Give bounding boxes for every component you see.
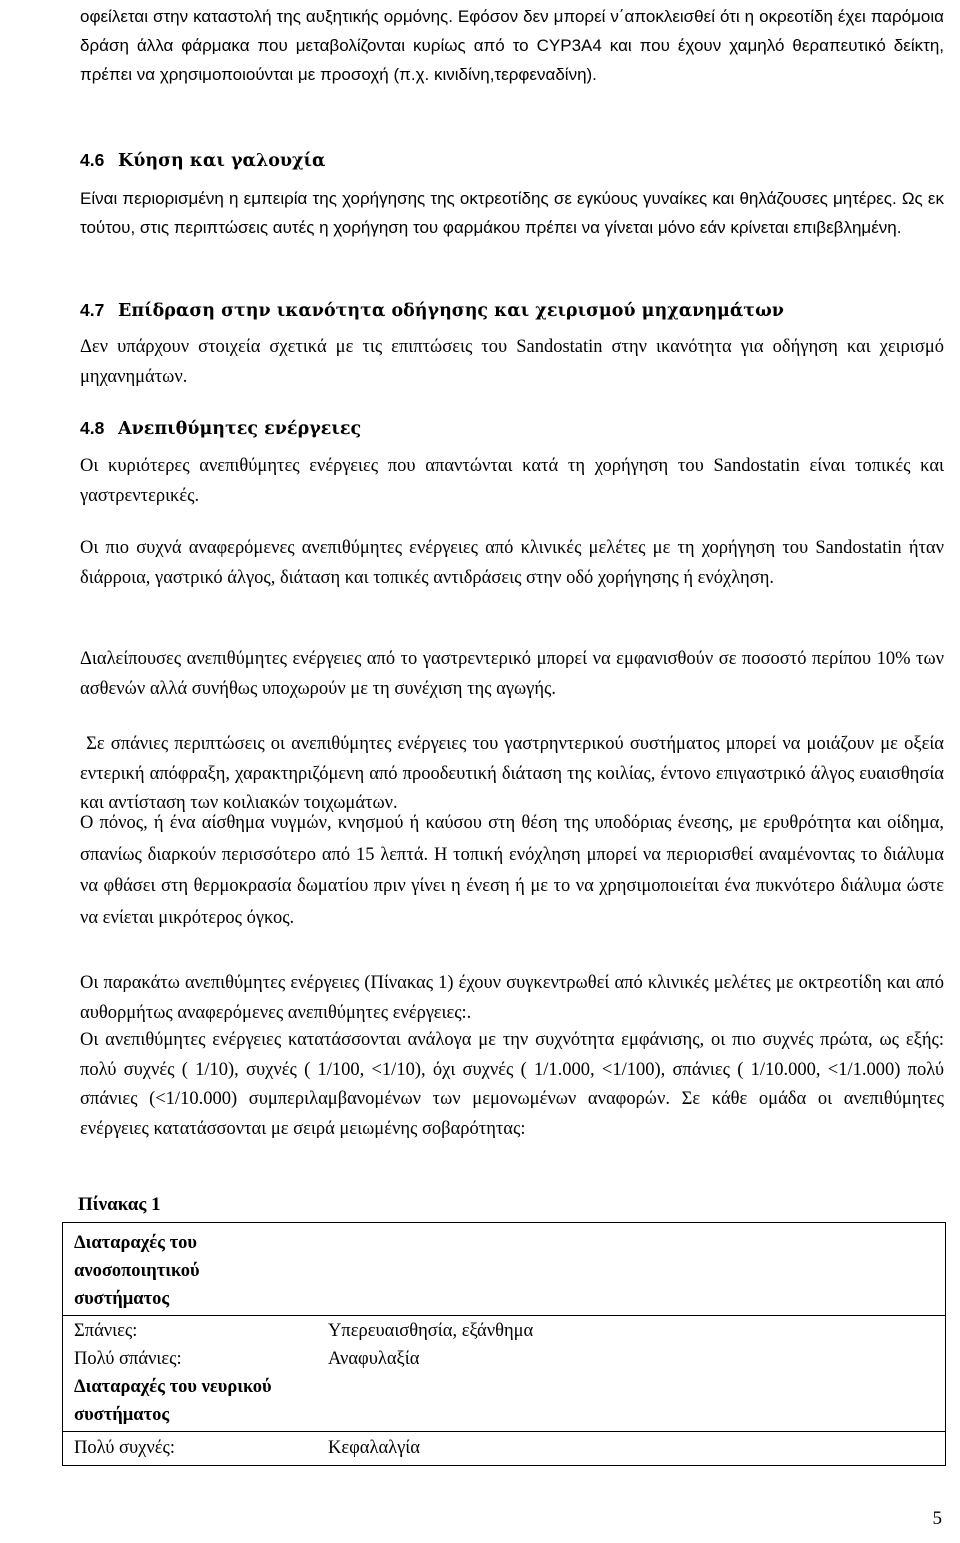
section-4-8-paragraph-4: Σε σπάνιες περιπτώσεις οι ανεπιθύμητες ενέργειες του γαστρηντερικού συστήματος μπορεί να μοιάζουν με οξεία εντερική απόφραξη, χαρακτηριζόμενη από προοδευτική διάταση της κοιλίας, έντονο επιγαστρικό άλγος ευαισθησία και αντίσταση των κοιλιακών τοιχωμάτων. bbox=[80, 734, 949, 813]
table-title: Πίνακας 1 bbox=[78, 1194, 161, 1215]
table-cell-frequency: Πολύ συχνές: bbox=[74, 1438, 175, 1458]
table-cell-term: Αναφυλαξία bbox=[328, 1349, 420, 1369]
section-4-8-paragraph-7: Οι ανεπιθύμητες ενέργειες κατατάσσονται ανάλογα με την συχνότητα εμφάνισης, οι πιο συχνές πρώτα, ως εξής: πολύ συχνές ( 1/10), συχνές ( 1/100, <1/10), όχι συχνές ( 1/1.000, <1/100), σπάνιες ( 1/10.000, <1/1.000) πολύ σπάνιες (<1/10.000) συμπεριλαμβανομένων των μεμονωμένων αναφορών. Σε κάθε ομάδα οι ανεπιθύμητες ενέργειες κατατάσσονται με σειρά μειωμένης σοβαρότητας: bbox=[80, 1030, 944, 1139]
section-number: 4.6 bbox=[80, 150, 105, 170]
table-group-heading: Διαταραχές του ανοσοποιητικού συστήματος bbox=[74, 1233, 200, 1309]
page-number: 5 bbox=[932, 1508, 942, 1529]
section-number: 4.7 bbox=[80, 300, 105, 320]
table-divider bbox=[63, 1315, 945, 1316]
section-number: 4.8 bbox=[80, 418, 105, 438]
section-4-8-paragraph-2: Οι πιο συχνά αναφερόμενες ανεπιθύμητες ενέργειες από κλινικές μελέτες με τη χορήγηση του Sandostatin ήταν διάρροια, γαστρικό άλγος, διάταση και τοπικές αντιδράσεις στην οδό χορήγησης ή ενόχληση. bbox=[80, 538, 944, 588]
table-cell-term: Κεφαλαλγία bbox=[328, 1438, 420, 1458]
section-title: Κύηση και γαλουχία bbox=[118, 151, 326, 171]
table-group-heading: Διαταραχές του νευρικού συστήματος bbox=[74, 1377, 272, 1425]
section-4-8-paragraph-6: Οι παρακάτω ανεπιθύμητες ενέργειες (Πίνακας 1) έχουν συγκεντρωθεί από κλινικές μελέτες με οκτρεοτίδη και από αυθορμήτως αναφερόμενες ανεπιθύμητες ενέργειες:. bbox=[80, 973, 944, 1023]
section-4-8-paragraph-1: Οι κυριότερες ανεπιθύμητες ενέργειες που απαντώνται κατά τη χορήγηση του Sandostatin είναι τοπικές και γαστρεντερικές. bbox=[80, 456, 944, 506]
section-4-7-heading bbox=[80, 297, 784, 324]
section-4-8-paragraph-5: Ο πόνος, ή ένα αίσθημα νυγμών, κνησμού ή καύσου στη θέση της υποδόριας ένεσης, με ερυθρότητα και οίδημα, σπανίως διαρκούν περισσότερο από 15 λεπτά. Η τοπική ενόχληση μπορεί να περιορισθεί αναμένοντας το διάλυμα να φθάσει στη θερμοκρασία δωματίου πριν γίνει η ένεση ή με το να χρησιμοποιείται ένα πυκνότερο διάλυμα ώστε να ενίεται μικρότερος όγκος. bbox=[80, 813, 944, 928]
section-title: Ανεπιθύμητες ενέργειες bbox=[118, 419, 362, 439]
section-title: Επίδραση στην ικανότητα οδήγησης και χειρισμού μηχανημάτων bbox=[118, 301, 784, 321]
section-4-7-paragraph: Δεν υπάρχουν στοιχεία σχετικά με τις επιπτώσεις του Sandostatin στην ικανότητα για οδήγηση και χειρισμό μηχανημάτων. bbox=[80, 337, 944, 387]
section-4-8-paragraph-3: Διαλείπουσες ανεπιθύμητες ενέργειες από το γαστρεντερικό μπορεί να εμφανισθούν σε ποσοστό περίπου 10% των ασθενών αλλά συνήθως υποχωρούν με τη συνέχιση της αγωγής. bbox=[80, 649, 944, 699]
section-4-6-paragraph: Είναι περιορισμένη η εμπειρία της χορήγησης της οκτρεοτίδης σε εγκύους γυναίκες και θηλάζουσες μητέρες. Ως εκ τούτου, στις περιπτώσεις αυτές η χορήγηση του φαρμάκου πρέπει να γίνεται μόνο εάν κρίνεται επιβεβλημένη. bbox=[80, 189, 944, 237]
table-cell-frequency: Πολύ σπάνιες: bbox=[74, 1349, 182, 1369]
table-cell-term: Υπερευαισθησία, εξάνθημα bbox=[328, 1321, 534, 1341]
table-cell-frequency: Σπάνιες: bbox=[74, 1321, 138, 1341]
intro-paragraph: οφείλεται στην καταστολή της αυξητικής ορμόνης. Εφόσον δεν μπορεί ν΄αποκλεισθεί ότι η οκρεοτίδη έχει παρόμοια δράση άλλα φάρμακα που μεταβολίζονται κυρίως από το CYP3A4 και που έχουν χαμηλό θεραπευτικό δείκτη, πρέπει να χρησιμοποιούνται με προσοχή (π.χ. κινιδίνη,τερφεναδίνη). bbox=[80, 7, 944, 84]
section-4-8-heading bbox=[80, 415, 361, 442]
table-divider bbox=[63, 1431, 945, 1432]
adverse-reactions-table bbox=[62, 1222, 946, 1466]
section-4-6-heading bbox=[80, 147, 326, 174]
